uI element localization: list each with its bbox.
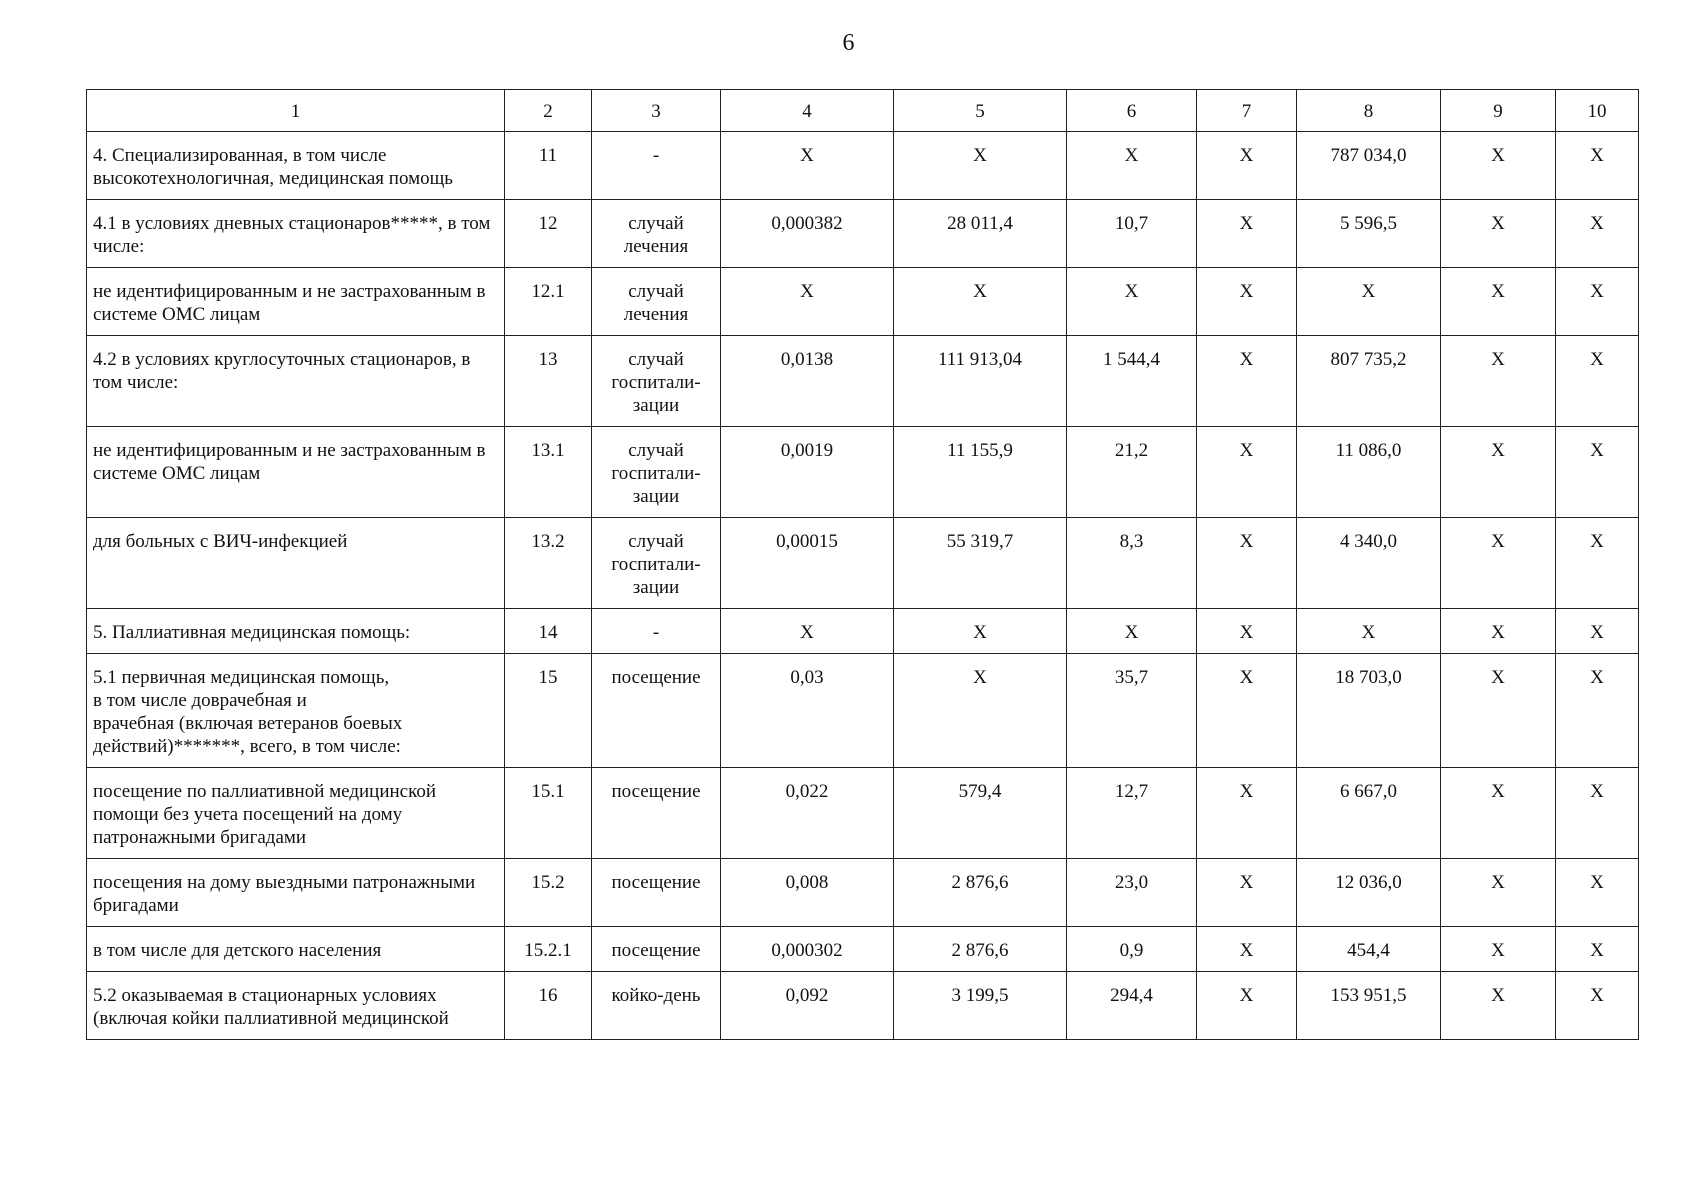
col10-cell: Х <box>1556 859 1639 927</box>
col10-cell: Х <box>1556 654 1639 768</box>
col6-cell: 294,4 <box>1067 972 1197 1040</box>
column-header: 4 <box>721 90 894 132</box>
unit-cell: посещение <box>592 768 721 859</box>
col5-cell: 11 155,9 <box>894 427 1067 518</box>
unit-cell: случай госпитали-зации <box>592 427 721 518</box>
row-number-cell: 14 <box>505 609 592 654</box>
col5-cell: 28 011,4 <box>894 200 1067 268</box>
col8-cell: 807 735,2 <box>1297 336 1441 427</box>
col6-cell: Х <box>1067 132 1197 200</box>
unit-cell: посещение <box>592 927 721 972</box>
col7-cell: Х <box>1197 859 1297 927</box>
col8-cell: 11 086,0 <box>1297 427 1441 518</box>
col8-cell: Х <box>1297 268 1441 336</box>
row-number-cell: 12.1 <box>505 268 592 336</box>
col5-cell: Х <box>894 654 1067 768</box>
col4-cell: 0,000302 <box>721 927 894 972</box>
col6-cell: 12,7 <box>1067 768 1197 859</box>
col4-cell: 0,092 <box>721 972 894 1040</box>
row-number-cell: 15.2 <box>505 859 592 927</box>
row-name-cell: для больных с ВИЧ-инфекцией <box>87 518 505 609</box>
col6-cell: 1 544,4 <box>1067 336 1197 427</box>
col8-cell: 787 034,0 <box>1297 132 1441 200</box>
col5-cell: Х <box>894 609 1067 654</box>
table-row <box>87 427 1639 518</box>
column-header: 10 <box>1556 90 1639 132</box>
col10-cell: Х <box>1556 336 1639 427</box>
col8-cell: 6 667,0 <box>1297 768 1441 859</box>
col4-cell: 0,008 <box>721 859 894 927</box>
col9-cell: Х <box>1441 768 1556 859</box>
col4-cell: Х <box>721 609 894 654</box>
col8-cell: 5 596,5 <box>1297 200 1441 268</box>
row-number-cell: 15.1 <box>505 768 592 859</box>
col6-cell: 10,7 <box>1067 200 1197 268</box>
col5-cell: 2 876,6 <box>894 927 1067 972</box>
row-name-cell: посещения на дому выездными патронажными бригадами <box>87 859 505 927</box>
col7-cell: Х <box>1197 609 1297 654</box>
col7-cell: Х <box>1197 427 1297 518</box>
col8-cell: 18 703,0 <box>1297 654 1441 768</box>
col4-cell: 0,022 <box>721 768 894 859</box>
row-name-cell: не идентифицированным и не застрахованным в системе ОМС лицам <box>87 268 505 336</box>
col7-cell: Х <box>1197 518 1297 609</box>
col7-cell: Х <box>1197 927 1297 972</box>
col6-cell: 8,3 <box>1067 518 1197 609</box>
col10-cell: Х <box>1556 768 1639 859</box>
row-name-cell: 4.1 в условиях дневных стационаров*****, в том числе: <box>87 200 505 268</box>
col6-cell: Х <box>1067 268 1197 336</box>
row-name-cell: 4.2 в условиях круглосуточных стационаров, в том числе: <box>87 336 505 427</box>
col6-cell: 21,2 <box>1067 427 1197 518</box>
col6-cell: 23,0 <box>1067 859 1197 927</box>
table-row <box>87 654 1639 768</box>
table-row <box>87 859 1639 927</box>
col8-cell: 153 951,5 <box>1297 972 1441 1040</box>
col7-cell: Х <box>1197 132 1297 200</box>
col7-cell: Х <box>1197 268 1297 336</box>
column-header: 9 <box>1441 90 1556 132</box>
col9-cell: Х <box>1441 972 1556 1040</box>
col7-cell: Х <box>1197 654 1297 768</box>
col8-cell: 12 036,0 <box>1297 859 1441 927</box>
col7-cell: Х <box>1197 200 1297 268</box>
col9-cell: Х <box>1441 859 1556 927</box>
col10-cell: Х <box>1556 972 1639 1040</box>
column-header: 6 <box>1067 90 1197 132</box>
col10-cell: Х <box>1556 427 1639 518</box>
col5-cell: Х <box>894 268 1067 336</box>
table-row <box>87 268 1639 336</box>
col5-cell: 2 876,6 <box>894 859 1067 927</box>
table-row <box>87 768 1639 859</box>
page-number: 6 <box>842 30 855 56</box>
row-name-cell: 5.1 первичная медицинская помощь, в том числе доврачебная и врачебная (включая ветеранов боевых действий)*******, всего, в том числе: <box>87 654 505 768</box>
row-number-cell: 13.1 <box>505 427 592 518</box>
col4-cell: 0,00015 <box>721 518 894 609</box>
col8-cell: 454,4 <box>1297 927 1441 972</box>
table-row <box>87 518 1639 609</box>
col5-cell: 3 199,5 <box>894 972 1067 1040</box>
unit-cell: койко-день <box>592 972 721 1040</box>
col9-cell: Х <box>1441 518 1556 609</box>
column-header: 2 <box>505 90 592 132</box>
row-name-cell: 5. Паллиативная медицинская помощь: <box>87 609 505 654</box>
col8-cell: 4 340,0 <box>1297 518 1441 609</box>
col10-cell: Х <box>1556 132 1639 200</box>
col10-cell: Х <box>1556 927 1639 972</box>
table-row <box>87 927 1639 972</box>
row-name-cell: посещение по паллиативной медицинской помощи без учета посещений на дому патронажными бригадами <box>87 768 505 859</box>
col6-cell: 0,9 <box>1067 927 1197 972</box>
col8-cell: Х <box>1297 609 1441 654</box>
col4-cell: Х <box>721 132 894 200</box>
col7-cell: Х <box>1197 768 1297 859</box>
col4-cell: Х <box>721 268 894 336</box>
col7-cell: Х <box>1197 336 1297 427</box>
row-number-cell: 15 <box>505 654 592 768</box>
col7-cell: Х <box>1197 972 1297 1040</box>
col9-cell: Х <box>1441 336 1556 427</box>
unit-cell: посещение <box>592 654 721 768</box>
col6-cell: Х <box>1067 609 1197 654</box>
row-number-cell: 13 <box>505 336 592 427</box>
table-row <box>87 132 1639 200</box>
row-number-cell: 12 <box>505 200 592 268</box>
col9-cell: Х <box>1441 654 1556 768</box>
col9-cell: Х <box>1441 200 1556 268</box>
col10-cell: Х <box>1556 200 1639 268</box>
row-number-cell: 13.2 <box>505 518 592 609</box>
col9-cell: Х <box>1441 427 1556 518</box>
unit-cell: случай лечения <box>592 200 721 268</box>
unit-cell: случай госпитали-зации <box>592 336 721 427</box>
col5-cell: Х <box>894 132 1067 200</box>
column-header: 8 <box>1297 90 1441 132</box>
row-name-cell: 5.2 оказываемая в стационарных условиях (включая койки паллиативной медицинской <box>87 972 505 1040</box>
col4-cell: 0,0019 <box>721 427 894 518</box>
table-row <box>87 609 1639 654</box>
col9-cell: Х <box>1441 609 1556 654</box>
unit-cell: посещение <box>592 859 721 927</box>
col9-cell: Х <box>1441 268 1556 336</box>
col9-cell: Х <box>1441 132 1556 200</box>
col9-cell: Х <box>1441 927 1556 972</box>
col10-cell: Х <box>1556 268 1639 336</box>
row-name-cell: 4. Специализированная, в том числе высокотехнологичная, медицинская помощь <box>87 132 505 200</box>
col10-cell: Х <box>1556 609 1639 654</box>
data-table <box>86 89 1639 1040</box>
col5-cell: 579,4 <box>894 768 1067 859</box>
row-number-cell: 15.2.1 <box>505 927 592 972</box>
col6-cell: 35,7 <box>1067 654 1197 768</box>
unit-cell: случай лечения <box>592 268 721 336</box>
col4-cell: 0,0138 <box>721 336 894 427</box>
col4-cell: 0,000382 <box>721 200 894 268</box>
header-row <box>87 90 1639 132</box>
col5-cell: 55 319,7 <box>894 518 1067 609</box>
col10-cell: Х <box>1556 518 1639 609</box>
row-name-cell: в том числе для детского населения <box>87 927 505 972</box>
column-header: 7 <box>1197 90 1297 132</box>
col5-cell: 111 913,04 <box>894 336 1067 427</box>
column-header: 1 <box>87 90 505 132</box>
unit-cell: случай госпитали-зации <box>592 518 721 609</box>
row-name-cell: не идентифицированным и не застрахованным в системе ОМС лицам <box>87 427 505 518</box>
table-row <box>87 972 1639 1040</box>
unit-cell: - <box>592 132 721 200</box>
column-header: 3 <box>592 90 721 132</box>
row-number-cell: 16 <box>505 972 592 1040</box>
table-row <box>87 200 1639 268</box>
col4-cell: 0,03 <box>721 654 894 768</box>
column-header: 5 <box>894 90 1067 132</box>
row-number-cell: 11 <box>505 132 592 200</box>
unit-cell: - <box>592 609 721 654</box>
table-row <box>87 336 1639 427</box>
